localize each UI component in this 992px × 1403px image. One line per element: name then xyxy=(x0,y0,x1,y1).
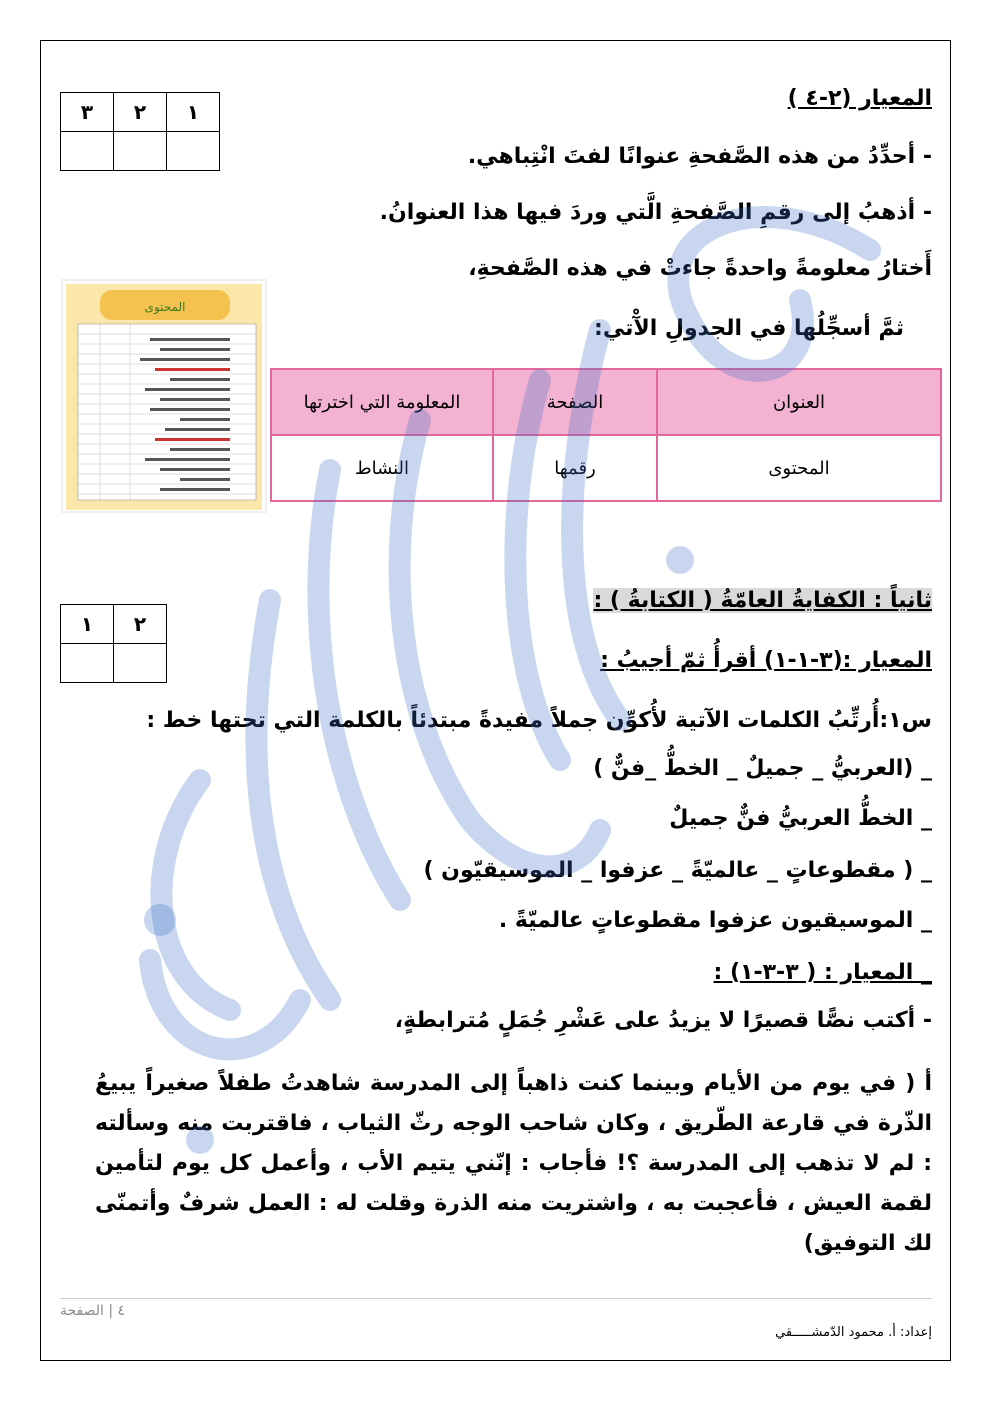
q1-item-a: _ (العربيُّ _ جميلٌ _ الخطُّ _فنٌّ ) xyxy=(593,756,932,781)
header-title: العنوان xyxy=(657,369,941,435)
criterion-2: المعيار :(٣-١-١) أقرأُ ثمّ أجيبُ : xyxy=(600,648,932,673)
footer-divider xyxy=(60,1298,932,1299)
score-table-1 xyxy=(60,92,220,171)
score-col: ١ xyxy=(61,605,114,644)
instruction-4: ثمَّ أسجِّلُها في الجدولِ الآْتي: xyxy=(594,316,904,341)
score-cell[interactable] xyxy=(167,132,220,171)
score-cell[interactable] xyxy=(114,132,167,171)
score-col: ٣ xyxy=(61,93,114,132)
thumbnail-title: المحتوى xyxy=(144,300,186,314)
score-cell[interactable] xyxy=(61,644,114,683)
q1-item-b: _ ( مقطوعاتٍ _ عالميّةً _ عزفوا _ الموسيقيّون ) xyxy=(423,858,932,883)
criterion-1: المعيار (٢-٤ ) xyxy=(787,86,932,111)
cell-content[interactable]: المحتوى xyxy=(657,435,941,501)
section2-heading: ثانياً : الكفايةُ العامّةُ ( الكتابةُ ) : xyxy=(593,588,932,613)
criterion-3: _ المعيار : ( ٣-٣-١) : xyxy=(713,960,932,985)
instruction-2: - أذهبُ إلى رقمِ الصَّفحةِ الَّتي وردَ فيها هذا العنوانُ. xyxy=(379,200,932,225)
score-col: ٢ xyxy=(114,605,167,644)
score-col: ٢ xyxy=(114,93,167,132)
answer-paragraph: أ ( في يوم من الأيام وبينما كنت ذاهباً إلى المدرسة شاهدتُ طفلاً صغيراً يبيعُ الذّرة في قارعة الطّريق ، وكان شاحب الوجه رثّ الثياب ، فاقتربت منه وسألته : لم لا تذهب إلى المدرسة ؟! فأجاب : إنّني يتيم الأب ، وأعمل كل يوم لتأمين لقمة العيش ، فأعجبت به ، واشتريت منه الذرة وقلت له : العمل شرفٌ وأتمنّى لك التوفيق) xyxy=(95,1071,932,1256)
info-table xyxy=(270,368,942,502)
score-cell[interactable] xyxy=(61,132,114,171)
q1-answer-a: _ الخطُّ العربيُّ فنٌّ جميلٌ xyxy=(669,806,932,831)
writing-task: - أكتب نصًّا قصيرًا لا يزيدُ على عَشْرِ جُمَلٍ مُترابطةٍ، xyxy=(394,1008,932,1033)
score-table-2 xyxy=(60,604,167,683)
cell-page-number[interactable]: رقمها xyxy=(493,435,657,501)
instruction-3: أَختارُ معلومةً واحدةً جاءتْ في هذه الصَّفحةِ، xyxy=(468,256,932,281)
score-cell[interactable] xyxy=(114,644,167,683)
page-number: ٤ | الصفحة xyxy=(60,1303,126,1319)
cell-activity[interactable]: النشاط xyxy=(271,435,493,501)
author-credit: إعداد: أ. محمود الدّمشـــــقي xyxy=(775,1325,932,1340)
contents-page-thumbnail xyxy=(60,278,268,514)
header-info: المعلومة التي اخترتها xyxy=(271,369,493,435)
question-1: س١:أُرتِّبُ الكلمات الآتية لأُكوِّن جملاً مفيدةً مبتدئاً بالكلمة التي تحتها خط : xyxy=(146,708,932,733)
score-col: ١ xyxy=(167,93,220,132)
instruction-1: - أحدِّدُ من هذه الصَّفحةِ عنوانًا لفتَ انْتِباهي. xyxy=(467,144,932,169)
header-page: الصفحة xyxy=(493,369,657,435)
q1-answer-b: _ الموسيقيون عزفوا مقطوعاتٍ عالميّةً . xyxy=(498,908,932,933)
